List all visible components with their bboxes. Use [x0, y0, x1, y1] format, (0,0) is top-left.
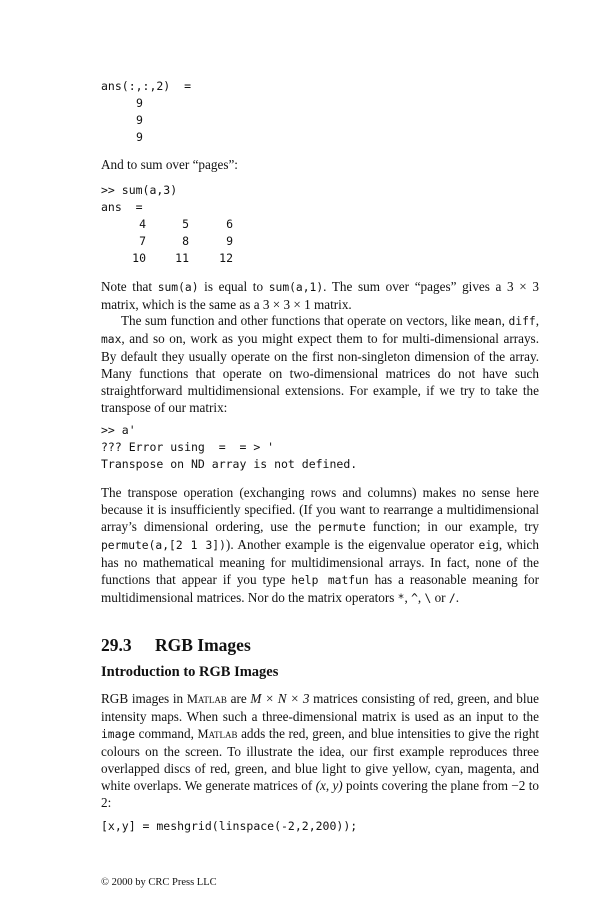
copyright-footer: © 2000 by CRC Press LLC: [101, 877, 217, 888]
matrix-cell: 6: [226, 217, 233, 231]
matrix-cell: 5: [182, 217, 189, 231]
paragraph-pages-intro: And to sum over “pages”:: [101, 157, 238, 172]
matrix-cell: 8: [182, 234, 189, 248]
subsection-heading: Introduction to RGB Images: [101, 664, 279, 680]
section-heading: [101, 635, 251, 656]
code-value: 9: [136, 96, 143, 110]
code-error-line: ??? Error using = = > ': [101, 440, 275, 454]
matrix-cell: 12: [219, 251, 233, 265]
section-title: RGB Images: [155, 635, 251, 655]
matrix-cell: 9: [226, 234, 233, 248]
section-number: 29.3: [101, 635, 132, 655]
matrix-cell: 4: [139, 217, 146, 231]
code-value: 9: [136, 130, 143, 144]
code-transpose-command: >> a': [101, 423, 136, 437]
code-ans-header: ans(:,:,2) =: [101, 79, 192, 93]
code-value: 9: [136, 113, 143, 127]
code-command: >> sum(a,3): [101, 183, 178, 197]
matrix-cell: 10: [132, 251, 146, 265]
code-meshgrid: [x,y] = meshgrid(linspace(-2,2,200));: [101, 819, 358, 833]
matrix-cell: 11: [175, 251, 189, 265]
matrix-cell: 7: [139, 234, 146, 248]
code-error-message: Transpose on ND array is not defined.: [101, 457, 358, 471]
code-ans-label: ans =: [101, 200, 143, 214]
paragraph-transpose: The transpose operation (exchanging rows and columns) makes no sense here because it is insufficiently specified. (If you want to rearrange a multidimensional array’s dimensional ordering, use the permute function; in our example, try permute(a,[2 1 3])). Another example is the eigenvalue operator eig, which has no mathematical meaning for multidimensional arrays. In fact, none of the functions that appear if you type help matfun has a reasonable meaning for multidimensional matrices. Nor do the matrix operators *, ^, \ or /.: [101, 485, 539, 605]
paragraph-note: Note that sum(a) is equal to sum(a,1). The sum over “pages” gives a 3 × 3 matrix, which is the same as a 3 × 3 × 1 matrix.: [101, 279, 539, 312]
paragraph-rgb-images: RGB images in Matlab are M × N × 3 matrices consisting of red, green, and blue intensity maps. When such a three-dimensional matrix is used as an input to the image command, Matlab adds the red, green, and blue intensities to give the right colours on the screen. To illustrate the idea, our first example reproduces three overlapped discs of red, green, and blue light to give yellow, cyan, magenta, and white overlaps. We generate matrices of (x, y) points covering the plane from −2 to 2:: [101, 691, 539, 810]
paragraph-sum-function: The sum function and other functions that operate on vectors, like mean, diff, max, and so on, work as you might expect them to for multi-dimensional arrays. By default they usually operate on the first non-singleton dimension of the array. Many functions that operate on two-dimensional matrices do not have such straightforward multidimensional extensions. For example, if we try to take the transpose of our matrix:: [101, 313, 540, 415]
